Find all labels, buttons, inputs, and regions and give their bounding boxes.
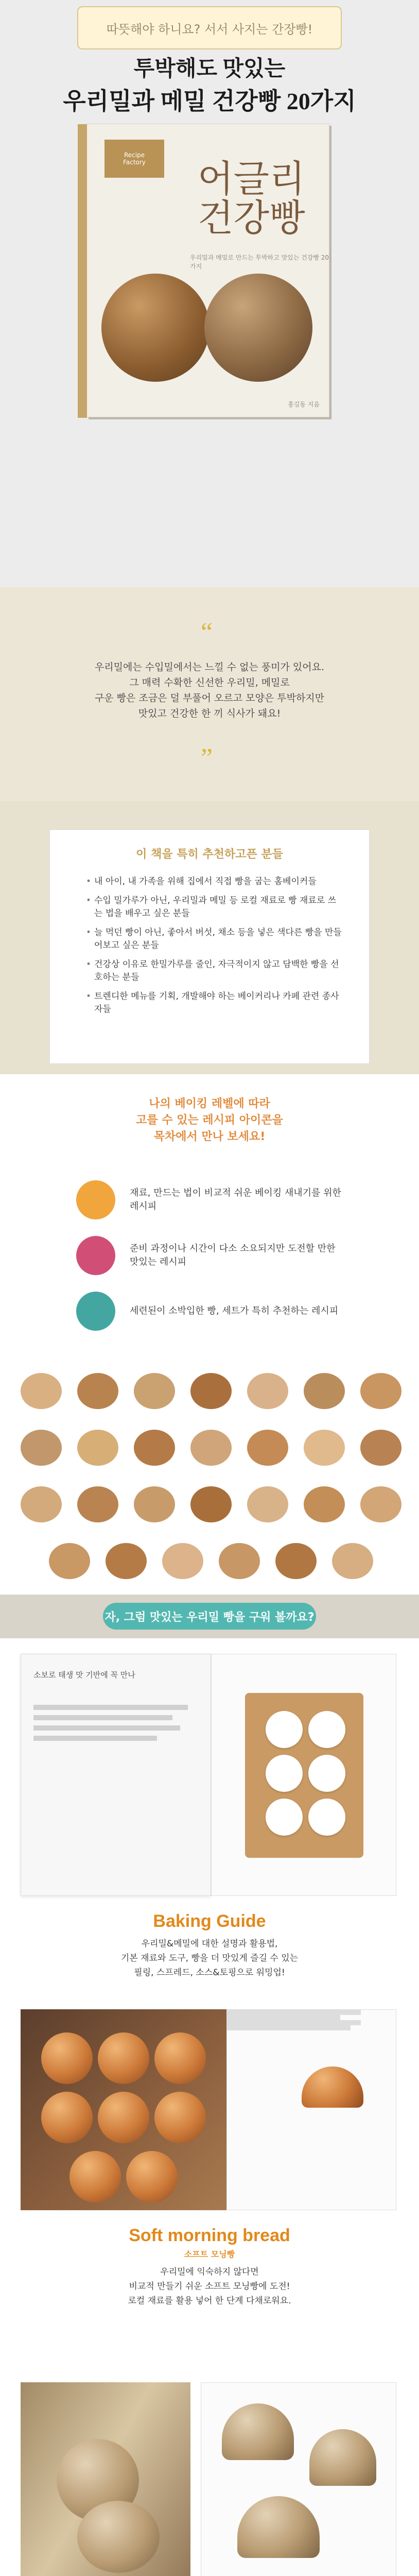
level-easy-icon — [76, 1180, 115, 1219]
bread-thumb — [190, 1373, 232, 1409]
text-line — [227, 2025, 351, 2030]
ingredient-bowl — [266, 1711, 303, 1748]
bread-thumb — [304, 1430, 345, 1466]
text-line — [227, 2015, 340, 2020]
quote-open-icon: “ — [201, 618, 213, 647]
book-author: 홍길동 지음 — [288, 401, 320, 408]
bread-thumb — [190, 1430, 232, 1466]
recipe-level-item — [76, 1180, 344, 1219]
campagne-small-photo — [309, 2429, 376, 2486]
bread-thumb — [21, 1486, 62, 1522]
desc-line: 비교적 만들기 쉬운 소프트 모닝빵에 도전! — [129, 2281, 290, 2292]
cutting-board — [245, 1693, 363, 1858]
recipe-level-headline-line1: 나의 베이킹 레벨에 따라 — [149, 1097, 270, 1110]
book-title-line1: 어글리 — [198, 159, 305, 200]
quote-line-1: 우리밀에는 수입밀에서는 느낄 수 없는 풍미가 있어요. — [94, 662, 325, 673]
soft-morning-bread-title — [0, 2226, 419, 2308]
campagne-small-photo — [222, 2403, 294, 2460]
recommend-item: • 수입 밀가루가 아닌, 우리밀과 메밀 등 로컬 재료로 빵 재료로 쓰는 법을 배우고 싶은 분들 — [86, 894, 343, 920]
recipe-level-item — [76, 1236, 344, 1275]
text-line — [33, 1715, 172, 1720]
bread-thumb — [49, 1543, 90, 1579]
section-title-en: Baking Guide — [153, 1911, 266, 1931]
recipe-level-text: 세련된이 소박입한 빵, 세트가 특히 추천하는 레시피 — [130, 1306, 339, 1316]
quote-section — [0, 587, 419, 801]
book-badge-top: Recipe — [124, 151, 145, 159]
quote-line-2: 그 매력 수확한 신선한 우리밀, 메밀로 — [129, 677, 290, 688]
bread-thumb — [134, 1430, 175, 1466]
ingredient-bowl — [308, 1711, 345, 1748]
desc-line: 우리밀&메밀에 대한 설명과 활용법, — [141, 1939, 278, 1949]
bread-thumb — [360, 1430, 401, 1466]
transition-banner — [0, 1595, 419, 1638]
book-cover — [86, 124, 329, 417]
text-line — [33, 1705, 188, 1710]
morning-bread-page — [226, 2009, 396, 2210]
bread-thumb — [247, 1373, 288, 1409]
bread-thumb — [134, 1373, 175, 1409]
bread-roll — [41, 2032, 93, 2084]
recipe-level-text: 재료, 만드는 법이 비교적 쉬운 베이킹 새내기를 위한 레시피 — [130, 1188, 341, 1212]
bread-thumb — [304, 1486, 345, 1522]
campagne-small-photo — [237, 2496, 320, 2558]
hero-section — [0, 0, 419, 587]
desc-line: 우리밀에 익숙하지 않다면 — [160, 2267, 259, 2277]
bread-thumb — [21, 1373, 62, 1409]
book-subtitle: 우리밀과 메밀로 만드는 투박하고 맛있는 건강빵 20가지 — [190, 254, 329, 270]
bread-thumb — [77, 1430, 118, 1466]
baking-guide-section — [0, 1638, 419, 1999]
section-title-ko: 소프트 모닝빵 — [184, 2249, 235, 2259]
desc-line: 필링, 스프레드, 소스&토핑으로 워밍업! — [134, 1968, 285, 1978]
book-title-line2: 건강빵 — [198, 197, 305, 239]
bread-thumb — [275, 1543, 317, 1579]
morning-bread-photo — [21, 2009, 226, 2210]
section-title-en: Soft morning bread — [129, 2226, 290, 2245]
tagline-badge: 따뜻해야 하니요? 서서 사지는 간장빵! — [77, 6, 342, 49]
quote-line-3: 구운 빵은 조금은 덜 부풀어 오르고 모양은 투박하지만 — [94, 692, 325, 704]
soft-morning-bread-section — [0, 1999, 419, 2370]
text-line — [33, 1725, 180, 1731]
bread-thumb — [190, 1486, 232, 1522]
quote-line-4: 맛있고 건강한 한 끼 식사가 돼요! — [138, 708, 281, 719]
bread-thumb — [77, 1373, 118, 1409]
hero-headline — [0, 52, 419, 116]
bread-roll — [98, 2092, 149, 2143]
ingredient-bowl — [266, 1755, 303, 1792]
bread-thumb — [77, 1486, 118, 1522]
recommend-item: • 내 아이, 내 가족을 위해 집에서 직접 빵을 굽는 홈베이커들 — [86, 875, 343, 888]
campagne-section — [0, 2370, 419, 2576]
section-description — [0, 2265, 419, 2308]
hero-headline-line2: 우리밀과 메밀 건강빵 20가지 — [63, 88, 356, 114]
quote-close-icon: ” — [201, 743, 213, 773]
bread-roll — [154, 2032, 206, 2084]
level-challenge-icon — [76, 1236, 115, 1275]
book-badge-bottom: Factory — [123, 159, 146, 166]
bread-thumb — [134, 1486, 175, 1522]
recommend-item: • 트렌디한 메뉴를 기획, 개발해야 하는 베이커리나 카페 관련 종사자들 — [86, 990, 343, 1016]
recipe-level-headline — [0, 1096, 419, 1145]
book-bread-photo-1 — [101, 274, 210, 382]
bread-thumb — [106, 1543, 147, 1579]
recipe-level-item — [76, 1292, 344, 1331]
recommend-item: • 늘 먹던 빵이 아닌, 좋아서 버섯, 채소 등을 넣은 색다른 빵을 만들어보고 싶은 분들 — [86, 926, 343, 952]
quote-text — [46, 659, 373, 721]
ingredient-bowl — [308, 1799, 345, 1836]
campagne-page — [201, 2382, 396, 2576]
bread-section-photo — [302, 2066, 363, 2108]
recommend-title: 이 책을 특히 추천하고픈 분들 — [136, 848, 283, 861]
hero-headline-line1: 투박해도 맛있는 — [133, 57, 286, 81]
guide-page-left — [21, 1654, 211, 1896]
recipe-level-section — [0, 1074, 419, 1352]
bread-thumb — [247, 1430, 288, 1466]
section-description — [0, 1937, 419, 1980]
ingredient-bowl — [308, 1755, 345, 1792]
recommend-box — [49, 829, 370, 1064]
desc-line: 로컬 재료를 활용 넣어 한 단계 다채로워요. — [128, 2296, 291, 2306]
bread-roll — [98, 2032, 149, 2084]
text-line — [227, 2010, 361, 2015]
bread-roll — [126, 2151, 178, 2202]
baking-guide-title — [0, 1911, 419, 1980]
guide-page-title: 소보로 태생 맛 기반에 꼭 만나 — [33, 1670, 135, 1680]
recipe-level-headline-line3: 목차에서 만나 보세요! — [153, 1130, 266, 1143]
recommend-list — [86, 875, 343, 1022]
recommend-item: • 건강상 이유로 한밀가루를 줄인, 자극적이지 않고 담백한 빵을 선호하는 분들 — [86, 958, 343, 984]
bread-thumb — [360, 1486, 401, 1522]
book-spine — [78, 124, 87, 418]
bread-thumb — [21, 1430, 62, 1466]
recipe-level-headline-line2: 고를 수 있는 레시피 아이콘을 — [136, 1114, 283, 1127]
book-badge — [104, 140, 164, 178]
bread-thumb — [360, 1373, 401, 1409]
recommend-section — [0, 801, 419, 1074]
ingredient-bowl — [266, 1799, 303, 1836]
bread-roll — [69, 2151, 121, 2202]
book-title — [198, 160, 305, 238]
recipe-level-text: 준비 과정이나 시간이 다소 소요되지만 도전할 만한 맛있는 레시피 — [130, 1243, 336, 1267]
bread-thumb — [304, 1373, 345, 1409]
level-recommend-icon — [76, 1292, 115, 1331]
bread-roll — [154, 2092, 206, 2143]
book-bread-photo-2 — [204, 274, 312, 382]
bread-thumb — [219, 1543, 260, 1579]
bread-thumb — [162, 1543, 203, 1579]
transition-pill: 자, 그럼 맛있는 우리밀 빵을 구워 볼까요? — [103, 1603, 316, 1630]
guide-page-right — [211, 1654, 396, 1896]
text-line — [33, 1736, 157, 1741]
bread-thumb — [247, 1486, 288, 1522]
text-line — [227, 2020, 361, 2025]
desc-line: 기본 재료와 도구, 빵을 더 맛있게 즐길 수 있는 — [120, 1953, 299, 1963]
bread-thumb — [332, 1543, 373, 1579]
bread-gallery — [0, 1352, 419, 1595]
campagne-loaf — [77, 2501, 160, 2573]
campagne-photo — [21, 2382, 190, 2576]
bread-roll — [41, 2092, 93, 2143]
